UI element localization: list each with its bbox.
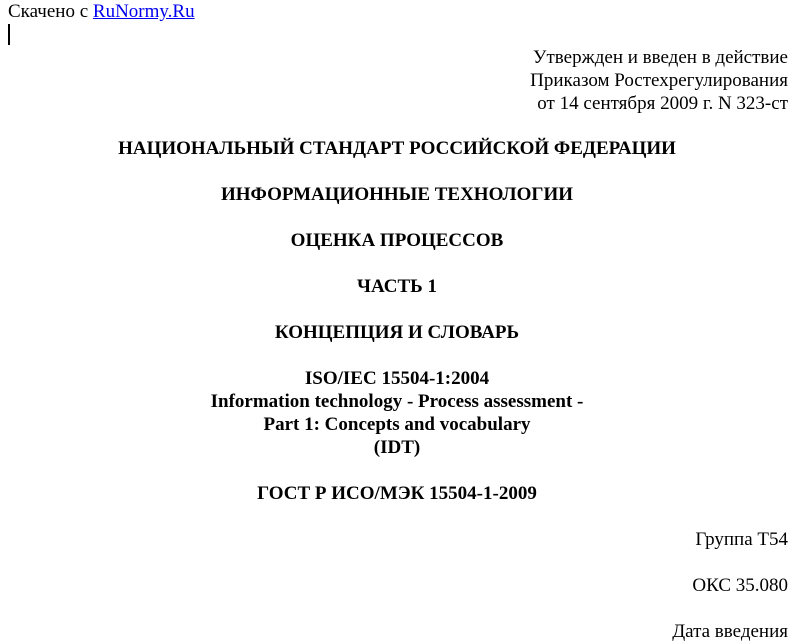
group-label: Группа Т54: [695, 529, 788, 550]
approval-line-2: Приказом Ростехрегулирования: [530, 70, 788, 91]
national-standard-heading: НАЦИОНАЛЬНЫЙ СТАНДАРТ РОССИЙСКОЙ ФЕДЕРАЦИИ: [118, 138, 676, 159]
approval-line-3: от 14 сентября 2009 г. N 323-ст: [537, 93, 788, 114]
intro-date-label: Дата введения: [672, 621, 788, 642]
oks-label: ОКС 35.080: [692, 575, 788, 596]
source-prefix: Скачено с: [8, 1, 93, 22]
process-assessment-heading: ОЦЕНКА ПРОЦЕССОВ: [290, 230, 504, 251]
approval-block: [530, 46, 788, 115]
iso-block: [0, 367, 794, 459]
source-line: [8, 1, 195, 23]
it-heading: ИНФОРМАЦИОННЫЕ ТЕХНОЛОГИИ: [220, 184, 574, 205]
approval-line-1: Утвержден и введен в действие: [533, 47, 788, 68]
part-heading: ЧАСТЬ 1: [357, 276, 437, 297]
gost-designation: ГОСТ Р ИСО/МЭК 15504-1-2009: [257, 483, 537, 504]
iso-idt: (IDT): [373, 437, 421, 458]
concepts-heading: КОНЦЕПЦИЯ И СЛОВАРЬ: [274, 322, 520, 343]
runormy-link[interactable]: RuNormy.Ru: [92, 1, 195, 22]
iso-title-line-2: Part 1: Concepts and vocabulary: [263, 414, 531, 435]
iso-title-line-1: Information technology - Process assessment -: [210, 391, 584, 412]
text-cursor: [8, 24, 10, 45]
iso-number: ISO/IEC 15504-1:2004: [304, 368, 490, 389]
